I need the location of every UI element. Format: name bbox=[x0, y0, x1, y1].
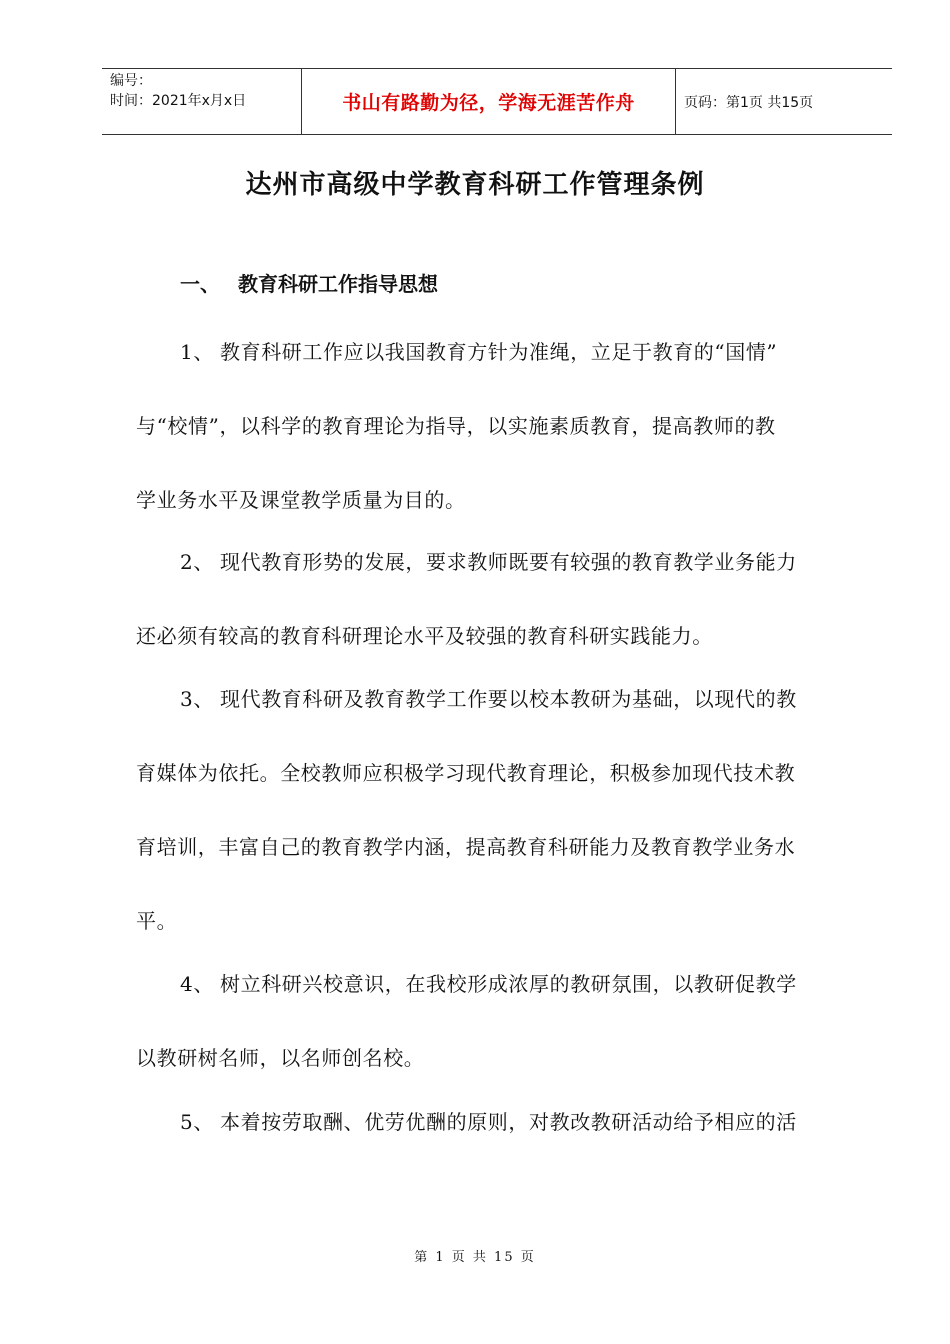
paragraph-text: 现代教育科研及教育教学工作要以校本教研为基础，以现代的教 bbox=[220, 687, 797, 711]
page-label: 页码：第1页 共15页 bbox=[684, 94, 814, 111]
paragraph-line: 以教研树名师，以名师创名校。 bbox=[136, 1046, 425, 1070]
section-number: 一、 bbox=[180, 272, 220, 296]
paragraph-line bbox=[180, 683, 797, 712]
paragraph-line bbox=[180, 336, 777, 365]
date-label: 时间：2021年x月x日 bbox=[110, 93, 247, 109]
paragraph-number: 4、 bbox=[180, 972, 214, 996]
paragraph-line bbox=[180, 1106, 797, 1135]
paragraph-line: 育媒体为依托。全校教师应积极学习现代教育理论，积极参加现代技术教 bbox=[136, 761, 796, 785]
paragraph-line: 平。 bbox=[136, 909, 178, 933]
paragraph-line: 还必须有较高的教育科研理论水平及较强的教育科研实践能力。 bbox=[136, 624, 713, 648]
document-title: 达州市高级中学教育科研工作管理条例 bbox=[245, 170, 705, 200]
paragraph-number: 3、 bbox=[180, 687, 214, 711]
page-footer: 第 1 页 共 15 页 bbox=[414, 1250, 536, 1265]
paragraph-text: 树立科研兴校意识，在我校形成浓厚的教研氛围，以教研促教学 bbox=[220, 972, 797, 996]
number-label: 编号： bbox=[110, 73, 152, 89]
paragraph-number: 1、 bbox=[180, 340, 214, 364]
paragraph-number: 5、 bbox=[180, 1110, 214, 1134]
header-page-cell bbox=[676, 69, 892, 134]
paragraph-text: 本着按劳取酬、优劳优酬的原则，对教改教研活动给予相应的活 bbox=[220, 1110, 797, 1134]
paragraph-line: 与“校情”，以科学的教育理论为指导，以实施素质教育，提高教师的教 bbox=[136, 414, 776, 438]
paragraph-text: 现代教育形势的发展，要求教师既要有较强的教育教学业务能力 bbox=[220, 550, 797, 574]
paragraph-line: 育培训，丰富自己的教育教学内涵，提高教育科研能力及教育教学业务水 bbox=[136, 835, 796, 859]
paragraph-line bbox=[180, 546, 797, 575]
header-meta-cell bbox=[102, 69, 302, 134]
paragraph-number: 2、 bbox=[180, 550, 214, 574]
paragraph-line bbox=[180, 968, 797, 997]
motto-text: 书山有路勤为径，学海无涯苦作舟 bbox=[342, 92, 635, 114]
paragraph-text: 教育科研工作应以我国教育方针为准绳，立足于教育的“国情” bbox=[220, 340, 778, 364]
paragraph-line: 学业务水平及课堂教学质量为目的。 bbox=[136, 488, 466, 512]
section-heading bbox=[180, 268, 438, 297]
section-title: 教育科研工作指导思想 bbox=[238, 272, 438, 296]
header-motto-cell bbox=[302, 69, 676, 134]
document-header bbox=[102, 68, 892, 135]
